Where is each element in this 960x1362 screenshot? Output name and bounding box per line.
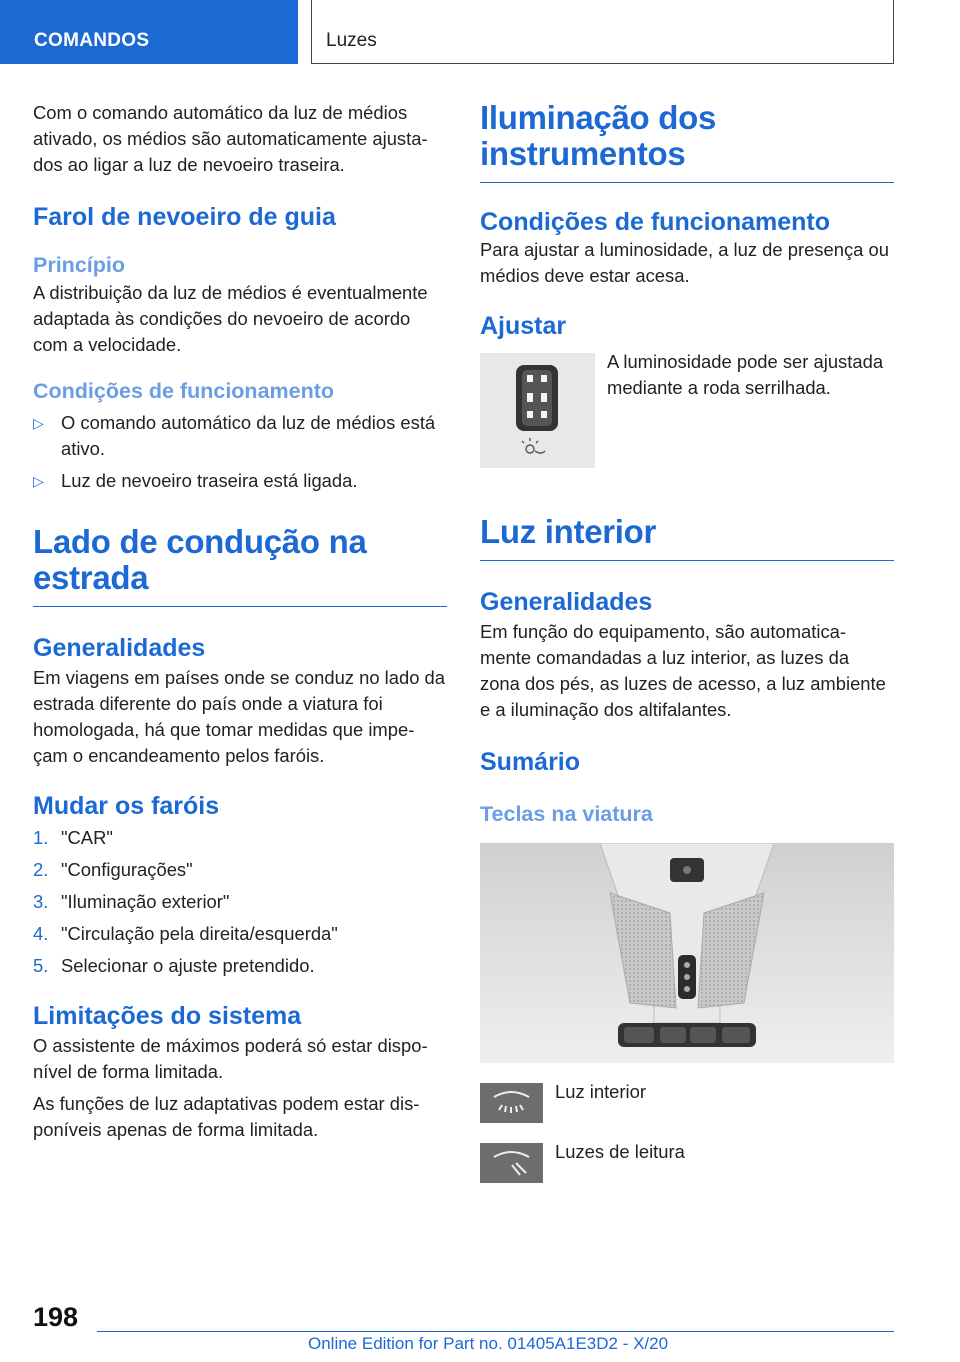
roof-console-image: [480, 843, 894, 1063]
section-title: COMANDOS: [34, 30, 150, 51]
general-paragraph: Em viagens em países onde se conduz no lado da estrada diferente do país onde a viatura foi homologada, há que tomar medidas que impe-çam o encandeamento pelos faróis.: [33, 667, 446, 766]
list-item: 1. "CAR": [33, 827, 113, 848]
fog-light-heading: Farol de nevoeiro de guia: [33, 203, 336, 231]
list-item: 2. "Configurações": [33, 859, 193, 880]
icon-row: [480, 1083, 894, 1123]
instrument-conditions-heading: Condições de funcionamento: [480, 208, 831, 236]
adjust-row: [480, 353, 894, 468]
page-number: 198: [33, 1302, 79, 1332]
section-divider: [33, 606, 447, 607]
instrument-conditions-paragraph: Para ajustar a luminosidade, a luz de presença ou médios deve estar acesa.: [480, 239, 889, 286]
reading-light-icon: [480, 1143, 543, 1183]
dimmer-wheel-image: [480, 353, 595, 468]
conditions-list: [33, 410, 447, 494]
summary-heading: Sumário: [480, 748, 581, 776]
principle-paragraph: A distribuição da luz de médios é eventualmente adaptada às condições do nevoeiro de acordo com a velocidade.: [33, 282, 428, 355]
list-item: ▷ O comando automático da luz de médios está ativo.: [33, 412, 436, 459]
interior-light-heading: Luz interior: [480, 513, 657, 550]
section-tab: [0, 0, 298, 64]
interior-light-label: Luz interior: [555, 1081, 646, 1102]
conditions-heading: Condições de funcionamento: [33, 379, 335, 403]
list-item: 3. "Iluminação exterior": [33, 891, 230, 912]
right-column: [480, 100, 894, 1183]
bullet-triangle-icon: ▷: [33, 415, 44, 431]
change-headlights-heading: Mudar os faróis: [33, 792, 220, 820]
adjust-paragraph: A luminosidade pode ser ajustada mediante a roda serrilhada.: [607, 351, 884, 398]
chapter-title: Luzes: [326, 30, 377, 51]
footer-edition: Online Edition for Part no. 01405A1E3D2 - X/20: [308, 1334, 669, 1353]
list-item: 4. "Circulação pela direita/esquerda": [33, 923, 338, 944]
limitations-paragraph-1: O assistente de máximos poderá só estar dispo-nível de forma limitada.: [33, 1035, 428, 1082]
interior-general-paragraph: Em função do equipamento, são automatica-mente comandadas a luz interior, as luzes da zona dos pés, as luzes de acesso, a luz ambiente e a iluminação dos altifalantes.: [480, 621, 886, 720]
adjust-heading: Ajustar: [480, 312, 567, 340]
section-divider: [480, 560, 894, 561]
list-item: ▷ Luz de nevoeiro traseira está ligada.: [33, 468, 447, 494]
road-side-heading: Lado de condução na estrada: [33, 523, 367, 596]
roof-console-icon: [480, 843, 894, 1063]
limitations-heading: Limitações do sistema: [33, 1002, 302, 1030]
dimmer-wheel-icon: [480, 353, 595, 468]
reading-light-label: Luzes de leitura: [555, 1141, 685, 1162]
chapter-header: [311, 0, 894, 64]
section-divider: [480, 182, 894, 183]
general-heading: Generalidades: [33, 634, 206, 662]
list-item: 5. Selecionar o ajuste pretendido.: [33, 955, 315, 976]
intro-paragraph: Com o comando automático da luz de médios ativado, os médios são automaticamente ajusta-dos ao ligar a luz de nevoeiro traseira.: [33, 102, 428, 175]
interior-general-heading: Generalidades: [480, 588, 653, 616]
instrument-lighting-heading: Iluminação dos instrumentos: [480, 99, 717, 172]
left-column: [33, 100, 447, 1143]
footer-divider: [97, 1331, 894, 1332]
limitations-paragraph-2: As funções de luz adaptativas podem estar dis-poníveis apenas de forma limitada.: [33, 1093, 420, 1140]
steps-list: [33, 825, 447, 979]
icon-row: [480, 1143, 894, 1183]
principle-heading: Princípio: [33, 253, 125, 277]
keys-heading: Teclas na viatura: [480, 802, 653, 826]
bullet-triangle-icon: ▷: [33, 473, 44, 489]
interior-light-icon: [480, 1083, 543, 1123]
